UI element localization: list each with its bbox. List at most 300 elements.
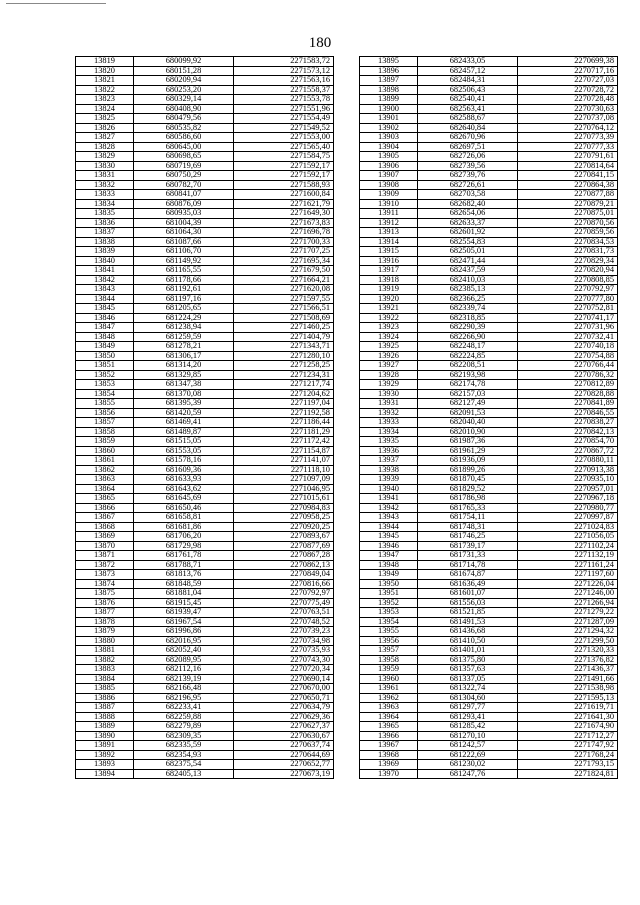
y-coordinate-cell: 2271551,96 bbox=[234, 104, 334, 114]
x-coordinate-cell: 682697,51 bbox=[418, 142, 518, 152]
point-number-cell: 13904 bbox=[360, 142, 418, 152]
point-number-cell: 13871 bbox=[76, 551, 134, 561]
table-row bbox=[76, 570, 334, 580]
point-number-cell: 13853 bbox=[76, 380, 134, 390]
point-number-cell: 13872 bbox=[76, 560, 134, 570]
table-row bbox=[76, 484, 334, 494]
table-row bbox=[360, 703, 618, 713]
y-coordinate-cell: 2270644,69 bbox=[234, 750, 334, 760]
table-row bbox=[360, 456, 618, 466]
x-coordinate-cell: 681578,16 bbox=[134, 456, 234, 466]
x-coordinate-cell: 680719,69 bbox=[134, 161, 234, 171]
table-row bbox=[76, 513, 334, 523]
y-coordinate-cell: 2270634,79 bbox=[234, 703, 334, 713]
point-number-cell: 13914 bbox=[360, 237, 418, 247]
y-coordinate-cell: 2271566,51 bbox=[234, 304, 334, 314]
x-coordinate-cell: 681306,17 bbox=[134, 351, 234, 361]
x-coordinate-cell: 680209,94 bbox=[134, 76, 234, 86]
point-number-cell: 13829 bbox=[76, 152, 134, 162]
y-coordinate-cell: 2270920,25 bbox=[234, 522, 334, 532]
table-row bbox=[360, 741, 618, 751]
y-coordinate-cell: 2270734,98 bbox=[234, 636, 334, 646]
x-coordinate-cell: 681609,36 bbox=[134, 465, 234, 475]
x-coordinate-cell: 681881,04 bbox=[134, 589, 234, 599]
point-number-cell: 13838 bbox=[76, 237, 134, 247]
x-coordinate-cell: 681491,53 bbox=[418, 617, 518, 627]
y-coordinate-cell: 2270766,44 bbox=[518, 361, 618, 371]
x-coordinate-cell: 681304,60 bbox=[418, 693, 518, 703]
point-number-cell: 13865 bbox=[76, 494, 134, 504]
y-coordinate-cell: 2270877,69 bbox=[234, 541, 334, 551]
y-coordinate-cell: 2271584,75 bbox=[234, 152, 334, 162]
point-number-cell: 13940 bbox=[360, 484, 418, 494]
table-row bbox=[76, 199, 334, 209]
point-number-cell: 13850 bbox=[76, 351, 134, 361]
y-coordinate-cell: 2270997,87 bbox=[518, 513, 618, 523]
point-number-cell: 13928 bbox=[360, 370, 418, 380]
table-row bbox=[76, 114, 334, 124]
point-number-cell: 13905 bbox=[360, 152, 418, 162]
point-number-cell: 13912 bbox=[360, 218, 418, 228]
table-row bbox=[76, 256, 334, 266]
x-coordinate-cell: 681259,59 bbox=[134, 332, 234, 342]
x-coordinate-cell: 682233,41 bbox=[134, 703, 234, 713]
x-coordinate-cell: 681761,78 bbox=[134, 551, 234, 561]
table-row bbox=[76, 408, 334, 418]
y-coordinate-cell: 2271747,92 bbox=[518, 741, 618, 751]
point-number-cell: 13840 bbox=[76, 256, 134, 266]
point-number-cell: 13844 bbox=[76, 294, 134, 304]
x-coordinate-cell: 682506,43 bbox=[418, 85, 518, 95]
y-coordinate-cell: 2271118,10 bbox=[234, 465, 334, 475]
y-coordinate-cell: 2270690,14 bbox=[234, 674, 334, 684]
y-coordinate-cell: 2270893,67 bbox=[234, 532, 334, 542]
point-number-cell: 13821 bbox=[76, 76, 134, 86]
y-coordinate-cell: 2270773,39 bbox=[518, 133, 618, 143]
y-coordinate-cell: 2270814,64 bbox=[518, 161, 618, 171]
table-row bbox=[360, 152, 618, 162]
x-coordinate-cell: 680750,29 bbox=[134, 171, 234, 181]
x-coordinate-cell: 682433,05 bbox=[418, 57, 518, 67]
table-row bbox=[360, 655, 618, 665]
table-row bbox=[360, 541, 618, 551]
point-number-cell: 13845 bbox=[76, 304, 134, 314]
y-coordinate-cell: 2270740,18 bbox=[518, 342, 618, 352]
y-coordinate-cell: 2271491,66 bbox=[518, 674, 618, 684]
y-coordinate-cell: 2271768,24 bbox=[518, 750, 618, 760]
table-row bbox=[360, 218, 618, 228]
y-coordinate-cell: 2270841,15 bbox=[518, 171, 618, 181]
y-coordinate-cell: 2270727,03 bbox=[518, 76, 618, 86]
table-row bbox=[360, 684, 618, 694]
x-coordinate-cell: 682540,41 bbox=[418, 95, 518, 105]
point-number-cell: 13956 bbox=[360, 636, 418, 646]
y-coordinate-cell: 2271266,94 bbox=[518, 598, 618, 608]
table-row bbox=[76, 152, 334, 162]
y-coordinate-cell: 2271595,13 bbox=[518, 693, 618, 703]
point-number-cell: 13962 bbox=[360, 693, 418, 703]
table-row bbox=[360, 408, 618, 418]
y-coordinate-cell: 2271197,60 bbox=[518, 570, 618, 580]
x-coordinate-cell: 682505,01 bbox=[418, 247, 518, 257]
x-coordinate-cell: 680698,65 bbox=[134, 152, 234, 162]
table-row bbox=[76, 66, 334, 76]
y-coordinate-cell: 2270849,04 bbox=[234, 570, 334, 580]
y-coordinate-cell: 2270812,89 bbox=[518, 380, 618, 390]
y-coordinate-cell: 2271588,93 bbox=[234, 180, 334, 190]
y-coordinate-cell: 2271141,07 bbox=[234, 456, 334, 466]
table-row bbox=[76, 218, 334, 228]
x-coordinate-cell: 681222,69 bbox=[418, 750, 518, 760]
y-coordinate-cell: 2271258,25 bbox=[234, 361, 334, 371]
x-coordinate-cell: 681961,29 bbox=[418, 446, 518, 456]
y-coordinate-cell: 2270720,34 bbox=[234, 665, 334, 675]
y-coordinate-cell: 2270728,72 bbox=[518, 85, 618, 95]
table-row bbox=[76, 446, 334, 456]
table-row bbox=[76, 684, 334, 694]
table-row bbox=[76, 180, 334, 190]
x-coordinate-cell: 682601,92 bbox=[418, 228, 518, 238]
x-coordinate-cell: 680935,03 bbox=[134, 209, 234, 219]
point-number-cell: 13941 bbox=[360, 494, 418, 504]
x-coordinate-cell: 682726,06 bbox=[418, 152, 518, 162]
point-number-cell: 13897 bbox=[360, 76, 418, 86]
point-number-cell: 13936 bbox=[360, 446, 418, 456]
x-coordinate-cell: 681643,62 bbox=[134, 484, 234, 494]
x-coordinate-cell: 682127,49 bbox=[418, 399, 518, 409]
table-row bbox=[76, 294, 334, 304]
x-coordinate-cell: 681601,07 bbox=[418, 589, 518, 599]
y-coordinate-cell: 2270838,27 bbox=[518, 418, 618, 428]
table-row bbox=[76, 304, 334, 314]
table-row bbox=[360, 114, 618, 124]
y-coordinate-cell: 2271376,82 bbox=[518, 655, 618, 665]
table-row bbox=[360, 617, 618, 627]
point-number-cell: 13879 bbox=[76, 627, 134, 637]
table-row bbox=[360, 323, 618, 333]
x-coordinate-cell: 682375,54 bbox=[134, 760, 234, 770]
point-number-cell: 13934 bbox=[360, 427, 418, 437]
x-coordinate-cell: 682259,88 bbox=[134, 712, 234, 722]
point-number-cell: 13923 bbox=[360, 323, 418, 333]
table-row bbox=[360, 465, 618, 475]
table-row bbox=[360, 646, 618, 656]
table-row bbox=[76, 142, 334, 152]
y-coordinate-cell: 2271679,50 bbox=[234, 266, 334, 276]
table-row bbox=[76, 389, 334, 399]
x-coordinate-cell: 681149,92 bbox=[134, 256, 234, 266]
y-coordinate-cell: 2270935,10 bbox=[518, 475, 618, 485]
y-coordinate-cell: 2270791,61 bbox=[518, 152, 618, 162]
y-coordinate-cell: 2271563,16 bbox=[234, 76, 334, 86]
y-coordinate-cell: 2271343,71 bbox=[234, 342, 334, 352]
point-number-cell: 13925 bbox=[360, 342, 418, 352]
table-row bbox=[360, 247, 618, 257]
table-row bbox=[360, 674, 618, 684]
x-coordinate-cell: 681936,09 bbox=[418, 456, 518, 466]
point-number-cell: 13862 bbox=[76, 465, 134, 475]
table-row bbox=[76, 560, 334, 570]
y-coordinate-cell: 2271024,83 bbox=[518, 522, 618, 532]
point-number-cell: 13846 bbox=[76, 313, 134, 323]
x-coordinate-cell: 681375,80 bbox=[418, 655, 518, 665]
point-number-cell: 13847 bbox=[76, 323, 134, 333]
x-coordinate-cell: 681197,16 bbox=[134, 294, 234, 304]
x-coordinate-cell: 681786,98 bbox=[418, 494, 518, 504]
table-row bbox=[360, 712, 618, 722]
table-row bbox=[76, 313, 334, 323]
y-coordinate-cell: 2270828,88 bbox=[518, 389, 618, 399]
point-number-cell: 13826 bbox=[76, 123, 134, 133]
y-coordinate-cell: 2270629,36 bbox=[234, 712, 334, 722]
x-coordinate-cell: 682224,85 bbox=[418, 351, 518, 361]
table-row bbox=[76, 323, 334, 333]
x-coordinate-cell: 681489,87 bbox=[134, 427, 234, 437]
table-row bbox=[76, 275, 334, 285]
x-coordinate-cell: 682588,67 bbox=[418, 114, 518, 124]
x-coordinate-cell: 682010,90 bbox=[418, 427, 518, 437]
x-coordinate-cell: 682654,06 bbox=[418, 209, 518, 219]
point-number-cell: 13876 bbox=[76, 598, 134, 608]
table-row bbox=[360, 484, 618, 494]
x-coordinate-cell: 681337,05 bbox=[418, 674, 518, 684]
y-coordinate-cell: 2270870,56 bbox=[518, 218, 618, 228]
point-number-cell: 13828 bbox=[76, 142, 134, 152]
y-coordinate-cell: 2271508,69 bbox=[234, 313, 334, 323]
x-coordinate-cell: 681765,33 bbox=[418, 503, 518, 513]
y-coordinate-cell: 2270763,51 bbox=[234, 608, 334, 618]
y-coordinate-cell: 2270764,12 bbox=[518, 123, 618, 133]
point-number-cell: 13929 bbox=[360, 380, 418, 390]
x-coordinate-cell: 682339,74 bbox=[418, 304, 518, 314]
point-number-cell: 13953 bbox=[360, 608, 418, 618]
table-row bbox=[76, 522, 334, 532]
y-coordinate-cell: 2271553,78 bbox=[234, 95, 334, 105]
table-row bbox=[360, 85, 618, 95]
point-number-cell: 13947 bbox=[360, 551, 418, 561]
y-coordinate-cell: 2270652,77 bbox=[234, 760, 334, 770]
y-coordinate-cell: 2271707,25 bbox=[234, 247, 334, 257]
table-row bbox=[76, 351, 334, 361]
x-coordinate-cell: 681748,31 bbox=[418, 522, 518, 532]
point-number-cell: 13918 bbox=[360, 275, 418, 285]
y-coordinate-cell: 2270792,97 bbox=[518, 285, 618, 295]
table-row bbox=[76, 769, 334, 779]
table-row bbox=[76, 655, 334, 665]
point-number-cell: 13855 bbox=[76, 399, 134, 409]
y-coordinate-cell: 2270717,16 bbox=[518, 66, 618, 76]
table-row bbox=[360, 266, 618, 276]
x-coordinate-cell: 681420,59 bbox=[134, 408, 234, 418]
x-coordinate-cell: 681329,85 bbox=[134, 370, 234, 380]
point-number-cell: 13892 bbox=[76, 750, 134, 760]
y-coordinate-cell: 2271404,79 bbox=[234, 332, 334, 342]
x-coordinate-cell: 682016,95 bbox=[134, 636, 234, 646]
table-row bbox=[360, 389, 618, 399]
table-row bbox=[76, 427, 334, 437]
y-coordinate-cell: 2270728,48 bbox=[518, 95, 618, 105]
table-row bbox=[360, 361, 618, 371]
point-number-cell: 13910 bbox=[360, 199, 418, 209]
point-number-cell: 13835 bbox=[76, 209, 134, 219]
x-coordinate-cell: 680408,90 bbox=[134, 104, 234, 114]
y-coordinate-cell: 2270854,70 bbox=[518, 437, 618, 447]
table-row bbox=[360, 380, 618, 390]
x-coordinate-cell: 680586,60 bbox=[134, 133, 234, 143]
table-row bbox=[76, 636, 334, 646]
x-coordinate-cell: 681297,77 bbox=[418, 703, 518, 713]
x-coordinate-cell: 680782,70 bbox=[134, 180, 234, 190]
table-row bbox=[76, 418, 334, 428]
point-number-cell: 13937 bbox=[360, 456, 418, 466]
y-coordinate-cell: 2270816,66 bbox=[234, 579, 334, 589]
x-coordinate-cell: 682266,90 bbox=[418, 332, 518, 342]
x-coordinate-cell: 681165,55 bbox=[134, 266, 234, 276]
x-coordinate-cell: 681106,70 bbox=[134, 247, 234, 257]
point-number-cell: 13943 bbox=[360, 513, 418, 523]
x-coordinate-cell: 681087,66 bbox=[134, 237, 234, 247]
table-row bbox=[76, 332, 334, 342]
y-coordinate-cell: 2271664,21 bbox=[234, 275, 334, 285]
x-coordinate-cell: 681192,61 bbox=[134, 285, 234, 295]
x-coordinate-cell: 681714,78 bbox=[418, 560, 518, 570]
point-number-cell: 13954 bbox=[360, 617, 418, 627]
x-coordinate-cell: 682682,40 bbox=[418, 199, 518, 209]
x-coordinate-cell: 682484,31 bbox=[418, 76, 518, 86]
point-number-cell: 13944 bbox=[360, 522, 418, 532]
table-row bbox=[360, 532, 618, 542]
point-number-cell: 13894 bbox=[76, 769, 134, 779]
y-coordinate-cell: 2271565,40 bbox=[234, 142, 334, 152]
y-coordinate-cell: 2271234,31 bbox=[234, 370, 334, 380]
point-number-cell: 13849 bbox=[76, 342, 134, 352]
table-row bbox=[360, 494, 618, 504]
y-coordinate-cell: 2270637,74 bbox=[234, 741, 334, 751]
y-coordinate-cell: 2271161,24 bbox=[518, 560, 618, 570]
point-number-cell: 13945 bbox=[360, 532, 418, 542]
y-coordinate-cell: 2271641,30 bbox=[518, 712, 618, 722]
table-row bbox=[76, 190, 334, 200]
point-number-cell: 13851 bbox=[76, 361, 134, 371]
point-number-cell: 13922 bbox=[360, 313, 418, 323]
table-row bbox=[76, 361, 334, 371]
point-number-cell: 13955 bbox=[360, 627, 418, 637]
point-number-cell: 13919 bbox=[360, 285, 418, 295]
table-row bbox=[76, 247, 334, 257]
x-coordinate-cell: 680329,14 bbox=[134, 95, 234, 105]
point-number-cell: 13860 bbox=[76, 446, 134, 456]
table-row bbox=[76, 541, 334, 551]
y-coordinate-cell: 2271287,09 bbox=[518, 617, 618, 627]
point-number-cell: 13854 bbox=[76, 389, 134, 399]
table-row bbox=[76, 76, 334, 86]
y-coordinate-cell: 2270786,32 bbox=[518, 370, 618, 380]
page-number: 180 bbox=[308, 35, 332, 51]
y-coordinate-cell: 2270792,97 bbox=[234, 589, 334, 599]
x-coordinate-cell: 681915,45 bbox=[134, 598, 234, 608]
point-number-cell: 13911 bbox=[360, 209, 418, 219]
point-number-cell: 13916 bbox=[360, 256, 418, 266]
point-number-cell: 13961 bbox=[360, 684, 418, 694]
table-row bbox=[360, 418, 618, 428]
y-coordinate-cell: 2271592,17 bbox=[234, 161, 334, 171]
x-coordinate-cell: 681987,36 bbox=[418, 437, 518, 447]
y-coordinate-cell: 2270777,33 bbox=[518, 142, 618, 152]
y-coordinate-cell: 2271696,78 bbox=[234, 228, 334, 238]
table-row bbox=[76, 503, 334, 513]
table-row bbox=[76, 228, 334, 238]
table-row bbox=[360, 665, 618, 675]
point-number-cell: 13827 bbox=[76, 133, 134, 143]
point-number-cell: 13889 bbox=[76, 722, 134, 732]
y-coordinate-cell: 2271192,58 bbox=[234, 408, 334, 418]
x-coordinate-cell: 681746,25 bbox=[418, 532, 518, 542]
point-number-cell: 13965 bbox=[360, 722, 418, 732]
y-coordinate-cell: 2270732,41 bbox=[518, 332, 618, 342]
point-number-cell: 13863 bbox=[76, 475, 134, 485]
table-row bbox=[76, 722, 334, 732]
y-coordinate-cell: 2271674,90 bbox=[518, 722, 618, 732]
table-row bbox=[360, 769, 618, 779]
y-coordinate-cell: 2271460,25 bbox=[234, 323, 334, 333]
x-coordinate-cell: 681636,49 bbox=[418, 579, 518, 589]
point-number-cell: 13930 bbox=[360, 389, 418, 399]
point-number-cell: 13861 bbox=[76, 456, 134, 466]
point-number-cell: 13888 bbox=[76, 712, 134, 722]
point-number-cell: 13949 bbox=[360, 570, 418, 580]
x-coordinate-cell: 682174,78 bbox=[418, 380, 518, 390]
table-row bbox=[76, 617, 334, 627]
y-coordinate-cell: 2271226,04 bbox=[518, 579, 618, 589]
point-number-cell: 13896 bbox=[360, 66, 418, 76]
x-coordinate-cell: 681870,45 bbox=[418, 475, 518, 485]
table-row bbox=[76, 475, 334, 485]
table-row bbox=[76, 465, 334, 475]
point-number-cell: 13873 bbox=[76, 570, 134, 580]
x-coordinate-cell: 680479,56 bbox=[134, 114, 234, 124]
x-coordinate-cell: 680645,00 bbox=[134, 142, 234, 152]
point-number-cell: 13946 bbox=[360, 541, 418, 551]
y-coordinate-cell: 2271097,09 bbox=[234, 475, 334, 485]
table-row bbox=[360, 57, 618, 67]
y-coordinate-cell: 2271553,00 bbox=[234, 133, 334, 143]
y-coordinate-cell: 2271246,00 bbox=[518, 589, 618, 599]
point-number-cell: 13890 bbox=[76, 731, 134, 741]
y-coordinate-cell: 2271056,05 bbox=[518, 532, 618, 542]
table-row bbox=[76, 104, 334, 114]
x-coordinate-cell: 682633,37 bbox=[418, 218, 518, 228]
point-number-cell: 13902 bbox=[360, 123, 418, 133]
table-row bbox=[360, 228, 618, 238]
y-coordinate-cell: 2270673,19 bbox=[234, 769, 334, 779]
y-coordinate-cell: 2271436,37 bbox=[518, 665, 618, 675]
point-number-cell: 13968 bbox=[360, 750, 418, 760]
table-row bbox=[76, 646, 334, 656]
table-row bbox=[360, 475, 618, 485]
x-coordinate-cell: 681633,93 bbox=[134, 475, 234, 485]
table-row bbox=[76, 551, 334, 561]
point-number-cell: 13878 bbox=[76, 617, 134, 627]
y-coordinate-cell: 2271554,49 bbox=[234, 114, 334, 124]
top-rule bbox=[6, 3, 106, 4]
point-number-cell: 13822 bbox=[76, 85, 134, 95]
coordinates-table-left bbox=[75, 56, 334, 779]
table-row bbox=[360, 437, 618, 447]
point-number-cell: 13969 bbox=[360, 760, 418, 770]
y-coordinate-cell: 2271280,10 bbox=[234, 351, 334, 361]
point-number-cell: 13848 bbox=[76, 332, 134, 342]
point-number-cell: 13883 bbox=[76, 665, 134, 675]
